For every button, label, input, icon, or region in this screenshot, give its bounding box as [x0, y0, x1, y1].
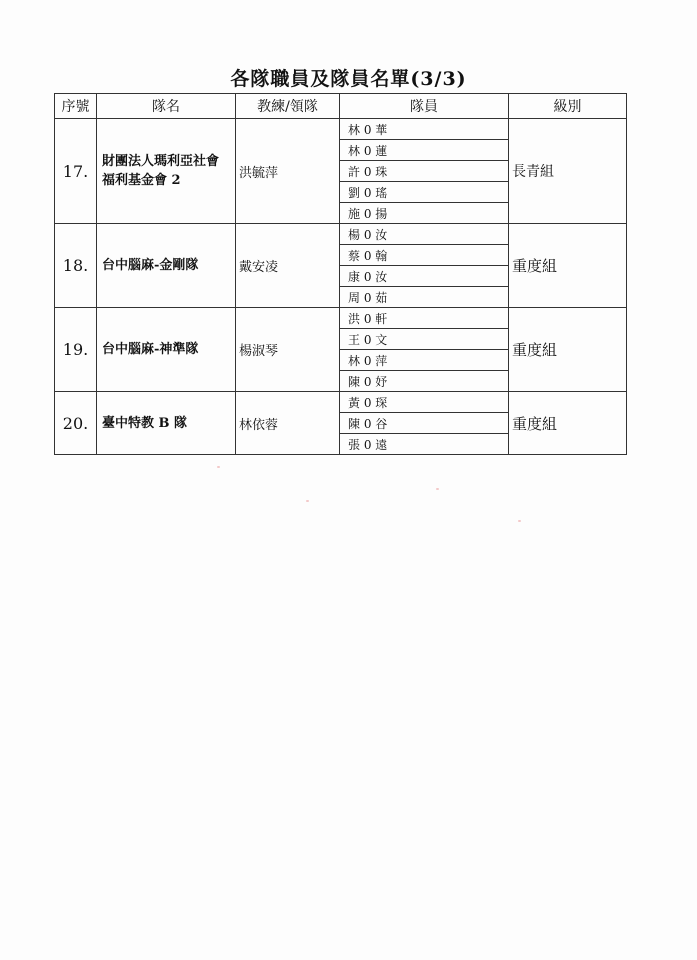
member-cell: 許 0 珠	[340, 161, 509, 182]
table-row	[55, 119, 627, 140]
row-seq: 17.	[55, 119, 97, 224]
row-team	[97, 308, 236, 392]
row-seq: 20.	[55, 392, 97, 455]
scan-speck	[217, 466, 220, 468]
member-cell: 周 0 茹	[340, 287, 509, 308]
header-coach: 教練/領隊	[236, 94, 340, 119]
scan-speck	[436, 488, 439, 490]
member-cell: 王 0 文	[340, 329, 509, 350]
row-level: 重度組	[509, 308, 627, 392]
member-cell: 康 0 汝	[340, 266, 509, 287]
team-line: 台中腦麻-金剛隊	[102, 258, 199, 273]
row-level: 重度組	[509, 224, 627, 308]
scan-speck	[518, 520, 521, 522]
member-cell: 洪 0 軒	[340, 308, 509, 329]
row-coach: 戴安凌	[236, 224, 340, 308]
table-row	[55, 224, 627, 245]
member-cell: 陳 0 谷	[340, 413, 509, 434]
member-cell: 林 0 華	[340, 119, 509, 140]
member-cell: 施 0 揚	[340, 203, 509, 224]
row-level: 重度組	[509, 392, 627, 455]
row-coach: 洪毓萍	[236, 119, 340, 224]
row-team	[97, 392, 236, 455]
row-coach: 楊淑琴	[236, 308, 340, 392]
row-seq: 18.	[55, 224, 97, 308]
member-cell: 蔡 0 翰	[340, 245, 509, 266]
row-level: 長青組	[509, 119, 627, 224]
page-title: 各隊職員及隊員名單(3/3)	[230, 68, 467, 90]
table-row	[55, 308, 627, 329]
row-team	[97, 119, 236, 224]
header-seq: 序號	[55, 94, 97, 119]
header-team: 隊名	[97, 94, 236, 119]
member-cell: 陳 0 妤	[340, 371, 509, 392]
team-line: 財團法人瑪利亞社會	[102, 154, 220, 169]
member-cell: 林 0 萍	[340, 350, 509, 371]
row-seq: 19.	[55, 308, 97, 392]
member-cell: 黃 0 琛	[340, 392, 509, 413]
member-cell: 張 0 遠	[340, 434, 509, 455]
header-members: 隊員	[340, 94, 509, 119]
table-row	[55, 392, 627, 413]
member-cell: 楊 0 汝	[340, 224, 509, 245]
team-line: 台中腦麻-神準隊	[102, 342, 199, 357]
row-coach: 林依蓉	[236, 392, 340, 455]
team-line: 福利基金會 2	[102, 173, 181, 188]
header-row	[55, 94, 627, 119]
row-team	[97, 224, 236, 308]
header-level: 級別	[509, 94, 627, 119]
member-cell: 劉 0 瑤	[340, 182, 509, 203]
scan-speck	[306, 500, 309, 502]
member-cell: 林 0 蓮	[340, 140, 509, 161]
team-line: 臺中特教 B 隊	[102, 415, 188, 431]
roster-table	[54, 93, 627, 455]
